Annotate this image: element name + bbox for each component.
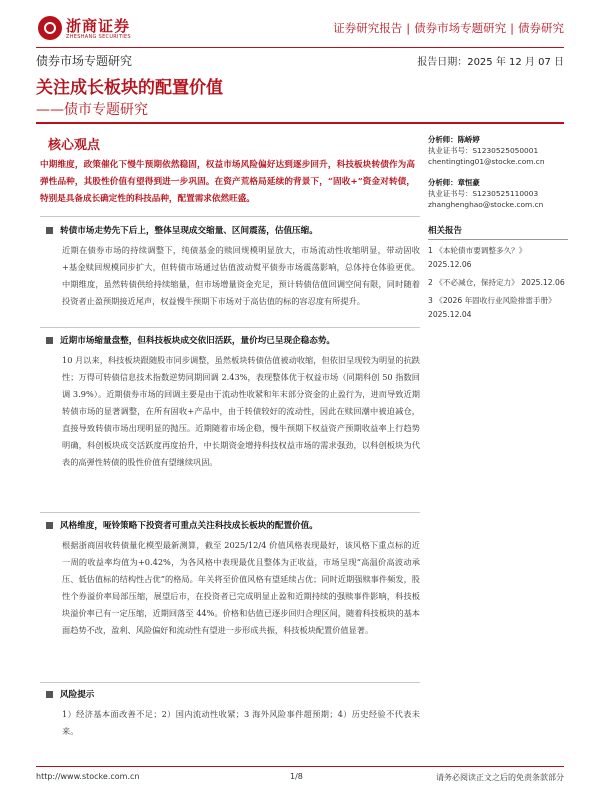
section-1 <box>40 224 420 310</box>
core-view-text: 中期维度，政策催化下慢牛预期依然稳固，权益市场风险偏好达到逐步回升，科技板块转债作为高弹性品种，其股性价值有望得到进一步巩固。在资产荒格局延续的背景下，“固收+”资金对转债，特别是具备成长确定性的科技品种，配置需求依然旺盛。 <box>40 160 415 204</box>
divider <box>40 216 420 217</box>
breadcrumb-item: 债券研究 <box>518 21 564 35</box>
page-subtitle: ——债市专题研究 <box>36 102 148 118</box>
header-divider <box>36 122 564 124</box>
brand-logo <box>38 14 138 44</box>
brand-name-en: ZHESHANG SECURITIES <box>66 34 131 40</box>
sidebar <box>428 134 568 322</box>
section-3 <box>40 519 420 639</box>
bullet-icon <box>46 227 53 234</box>
core-view-title: 核心观点 <box>48 138 101 153</box>
section-heading: 风格维度，哑铃策略下投资者可重点关注科技成长板块的配置价值。 <box>40 519 420 533</box>
section-label: 债券市场专题研究 <box>36 54 133 68</box>
section-body: 根据浙商固收转债量化模型最新测算，截至 2025/12/4 价值风格表现最好，该风格下重点标的近一周的收益率均值为+0.42%，为各风格中表现最优且整体为正收益，市场呈现“高温价高波动承压、低估值标的结构性占优”的格局。年关将至价值风格有望延续占优；同时近期强赎事件频发，股性个券溢价率局部压缩，展望后市，在投资者已完成明显止盈和近期持续的强赎事件影响，科技板块溢价率已有一定压缩，近期回落至 44%。价格和估值已逐步回归合理区间，随着科技板块的基本面趋势不改，盈利、风险偏好和流动性有望进一步形成共振，科技板块配置价值显著。 <box>62 540 420 635</box>
page-title: 关注成长板块的配置价值 <box>36 78 223 98</box>
related-reports-title: 相关报告 <box>428 224 568 240</box>
section-body: 近期在债券市场的持续调整下，纯债基金的赎回规模明显放大，市场流动性收缩明显，带动固收+基金赎回规模同步扩大，但转债市场通过估值波动熨平债券市场震荡影响，总体持仓体验更优。中期维度，虽然转债供给持续缩量，但市场增量资金充足，预计转债估值回调空间有限，同时随着投资者止盈预期接近尾声，权益慢牛预期下市场对于高估值的标的容忍度有所提升。 <box>62 245 420 306</box>
footer-divider <box>36 766 564 767</box>
divider <box>40 327 420 328</box>
analyst-card <box>428 134 568 167</box>
divider <box>40 682 420 683</box>
related-report-link[interactable]: 1 《本轮债市要调整多久？》 2025.12.06 <box>428 246 527 269</box>
section-heading: 转债市场走势先下后上，整体呈现成交缩量、区间震荡，估值压缩。 <box>40 224 420 238</box>
report-date: 报告日期：2025 年 12 月 07 日 <box>417 57 564 68</box>
top-divider <box>36 47 564 48</box>
analyst-email[interactable]: chentingting01@stocke.com.cn <box>428 157 545 166</box>
footer-disclaimer: 请务必阅读正文之后的免责条款部分 <box>436 773 564 782</box>
bullet-icon <box>46 691 53 698</box>
bullet-icon <box>46 522 53 529</box>
related-report-link[interactable]: 3 《2026 年固收行业风险排雷手册》 2025.12.04 <box>428 296 556 319</box>
section-heading: 风险提示 <box>40 688 420 702</box>
section-heading: 近期市场缩量盘整，但科技板块成交依旧活跃，量价均已呈现企稳态势。 <box>40 334 420 348</box>
analyst-email[interactable]: zhanghenghao@stocke.com.cn <box>428 200 544 209</box>
breadcrumb-item: 证券研究报告 <box>333 21 403 35</box>
section-body: 1）经济基本面改善不足；2）国内流动性收紧；3 海外风险事件超预期；4）历史经验不代表未来。 <box>62 709 420 736</box>
logo-icon <box>38 16 62 40</box>
section-body: 10 月以来，科技板块跟随股市同步调整，虽然板块转债估值被动收缩，但依旧呈现较为明显的抗跌性；万得可转债信息技术指数逆势同期回调 2.43%，表现整体优于权益市场（同期科创 50 指数回调 3.9%）。近期债券市场的回调主要是由于流动性收紧和年末部分资金的止盈行为，进而导致近期转债市场的显著调整，在所有固收+产品中，由于转债较好的流动性，因此在赎回潮中被迫减仓，直接导致转债市场出现明显的抛压。近期随着市场企稳，慢牛预期下权益资产预期收益率上行趋势明确，科创板块成交活跃度再度抬升，中长期资金增持科技权益市场的需求强劲，以科创板块为代表的高弹性转债的股性价值有望继续巩固。 <box>62 355 420 467</box>
analyst-name: 分析师：章恒豪 <box>428 178 480 187</box>
brand-name: 浙商证券 <box>66 17 131 35</box>
top-breadcrumb: 证券研究报告 | 债券市场专题研究 | 债券研究 <box>333 21 564 35</box>
analyst-cert: 执业证书号：S1230525110003 <box>428 189 539 198</box>
section-2 <box>40 334 420 471</box>
divider <box>40 512 420 513</box>
page-number: 1/8 <box>290 772 303 781</box>
analyst-name: 分析师：陈峤婷 <box>428 135 480 144</box>
related-report-link[interactable]: 2 《不必减仓，保持定力》 2025.12.06 <box>428 278 565 287</box>
risk-section <box>40 688 420 740</box>
analyst-cert: 执业证书号：S1230525050001 <box>428 146 539 155</box>
breadcrumb-item: 债券市场专题研究 <box>414 21 507 35</box>
analyst-card <box>428 177 568 210</box>
bullet-icon <box>46 337 53 344</box>
footer-url[interactable]: http://www.stocke.com.cn <box>36 772 140 781</box>
